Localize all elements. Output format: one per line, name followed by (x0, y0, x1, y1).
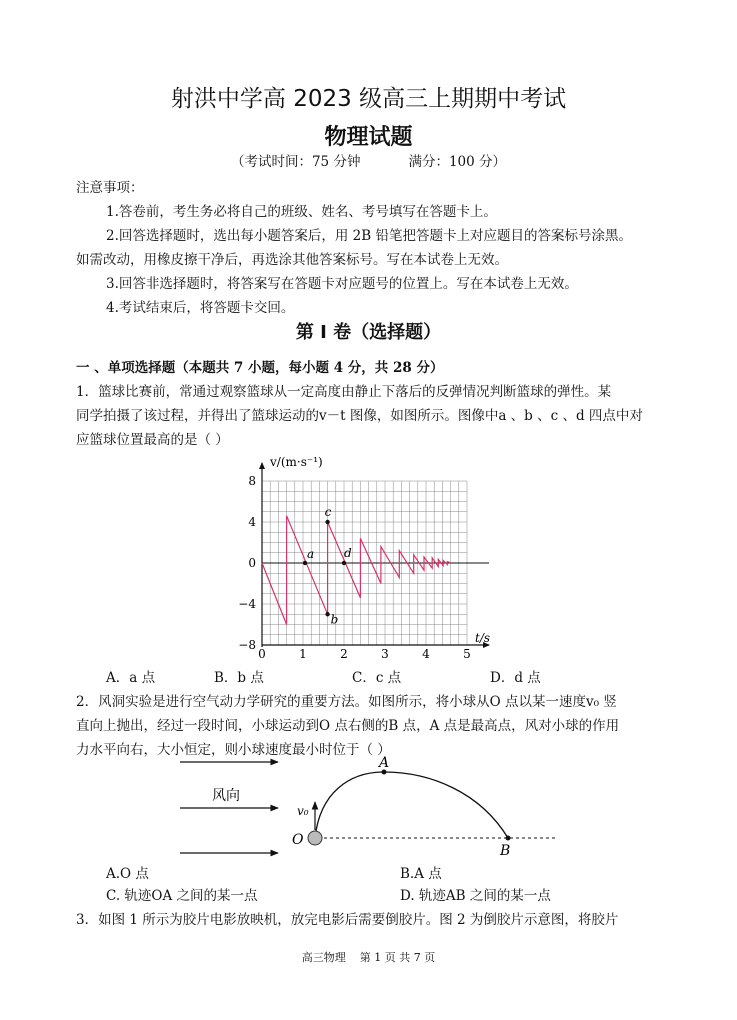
point-b-label: B (500, 843, 511, 859)
q2-option-a[interactable]: A.O 点 (106, 866, 149, 882)
q1-option-d[interactable]: D．d 点 (490, 670, 541, 686)
q2-line: 直向上抛出，经过一段时间，小球运动到O 点右侧的B 点，A 点是最高点，风对小球的作用 (76, 718, 620, 734)
point-a (303, 561, 307, 565)
x-axis-label: t/s (475, 631, 491, 645)
chart-axes (259, 462, 490, 648)
notice-item: 4.考试结束后，将答题卡交回。 (106, 300, 295, 316)
notice-item: 如需改动，用橡皮擦干净后，再选涂其他答案标号。写在本试卷上无效。 (76, 252, 508, 268)
q2-option-d[interactable]: D. 轨迹AB 之间的某一点 (400, 888, 551, 904)
page-footer (0, 949, 737, 965)
x-tick-label: 5 (463, 647, 471, 661)
notice-item: 1.答卷前，考生务必将自己的班级、姓名、考号填写在答题卡上。 (106, 204, 497, 220)
point-label-c: c (324, 505, 332, 519)
point-label-a: a (307, 547, 315, 561)
full-score: 满分：100 分） (408, 154, 507, 170)
q1-line: 应篮球位置最高的是（ ） (76, 432, 229, 448)
subject-title: 物理试题 (324, 125, 413, 150)
wind-tunnel-figure (170, 752, 570, 862)
ball (308, 831, 322, 845)
exam-info (0, 150, 737, 170)
q2-line: 2．风洞实验是进行空气动力学研究的重要方法。如图所示，将小球从O 点以某一速度v₀ 竖 (76, 694, 617, 710)
q1-option-b[interactable]: B．b 点 (214, 670, 264, 686)
q1-line: 同学拍摄了该过程，并得出了篮球运动的v－t 图像，如图所示。图像中a 、b 、c 、d 四点中对 (76, 408, 643, 424)
point-d (342, 561, 346, 565)
y-tick-label: 4 (248, 515, 256, 529)
notice-heading: 注意事项： (76, 180, 144, 196)
point-a-label: A (379, 755, 390, 771)
chart-ticks (238, 474, 471, 661)
x-tick-label: 4 (422, 647, 430, 661)
point-o-label: O (292, 832, 304, 848)
point-b (325, 612, 329, 616)
y-tick-label: 0 (248, 556, 256, 570)
y-axis-label: v/(m·s⁻¹) (270, 455, 323, 469)
part-heading: 一 、单项选择题（本题共 7 小题，每小题 4 分，共 28 分） (76, 360, 444, 376)
exam-time: （考试时间：75 分钟 (230, 154, 361, 170)
trajectory (315, 772, 508, 838)
point-label-b: b (330, 612, 339, 627)
y-tick-label: −8 (238, 638, 256, 652)
y-tick-label: −4 (238, 597, 256, 611)
q3-line: 3．如图 1 所示为胶片电影放映机，放完电影后需要倒胶片。图 2 为倒胶片示意图，将胶片 (76, 912, 619, 928)
q1-option-a[interactable]: A．a 点 (106, 670, 156, 686)
q2-line: 力水平向右，大小恒定，则小球速度最小时位于（ ） (76, 742, 391, 758)
exam-title: 射洪中学高 2023 级高三上期期中考试 (170, 86, 567, 112)
q2-option-c[interactable]: C. 轨迹OA 之间的某一点 (106, 888, 258, 904)
q1-option-c[interactable]: C．c 点 (352, 670, 402, 686)
point-label-d: d (344, 546, 352, 560)
section-title: 第 I 卷（选择题） (295, 322, 442, 343)
v0-label: v₀ (297, 804, 309, 818)
x-tick-label: 0 (258, 647, 266, 661)
point-c (325, 520, 329, 524)
x-tick-label: 2 (340, 647, 348, 661)
footer-page: 第 1 页 共 7 页 (359, 951, 436, 964)
q2-option-b[interactable]: B.A 点 (400, 866, 442, 882)
notice-item: 3.回答非选择题时，将答案写在答题卡对应题号的位置上。写在本试卷上无效。 (106, 276, 578, 292)
q1-line: 1．篮球比赛前，常通过观察篮球从一定高度由静止下落后的反弹情况判断篮球的弹性。某 (76, 384, 612, 400)
point-b (506, 836, 511, 841)
notice-item: 2.回答选择题时，选出每小题答案后，用 2B 铅笔把答题卡上对应题目的答案标号涂黑。 (106, 228, 632, 244)
vt-chart (230, 450, 510, 670)
y-axis-arrow (259, 462, 265, 469)
footer-subject: 高三物理 (301, 951, 346, 964)
wind-label: 风向 (212, 788, 240, 804)
x-tick-label: 3 (381, 647, 389, 661)
x-tick-label: 1 (299, 647, 307, 661)
y-tick-label: 8 (248, 474, 256, 488)
